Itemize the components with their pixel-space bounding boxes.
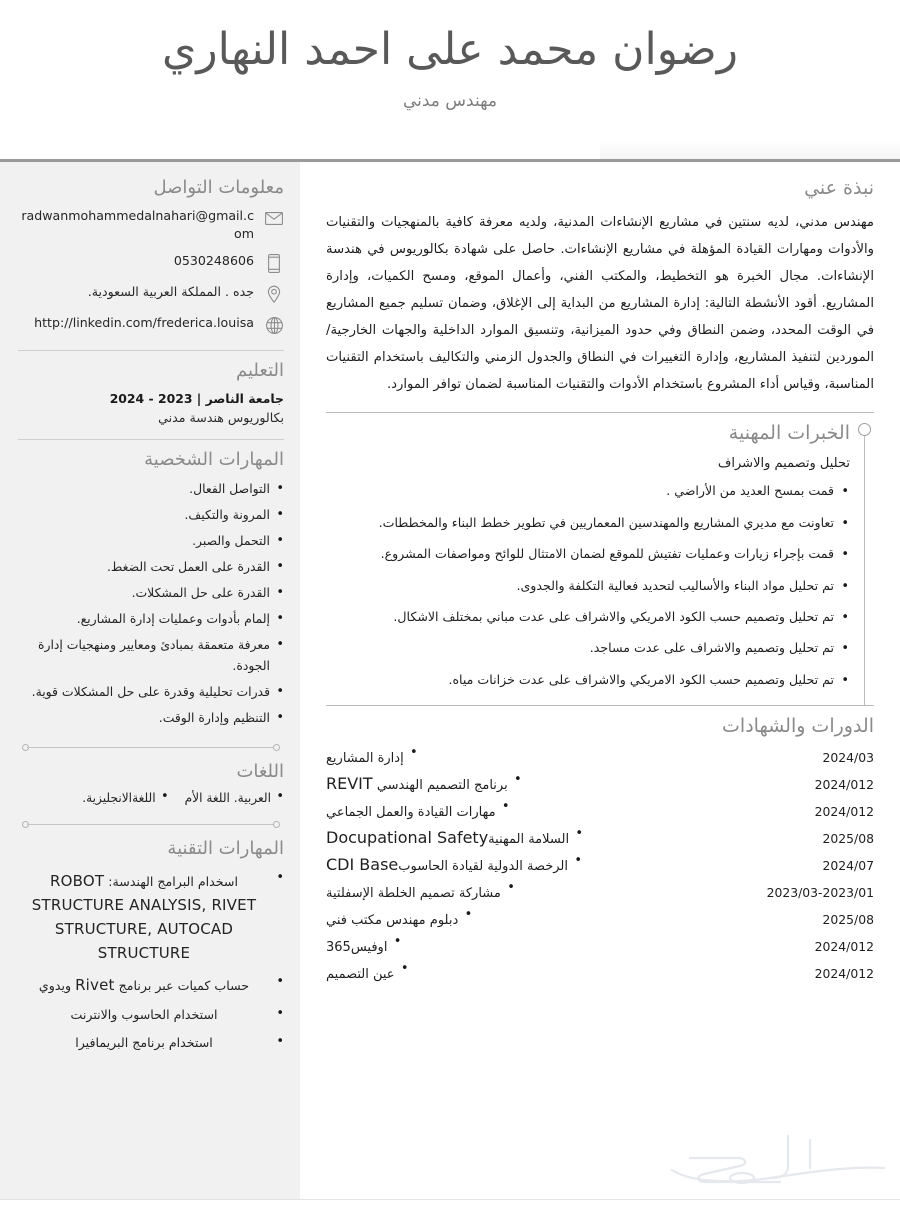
table-row xyxy=(326,909,874,928)
list-item: • قدرات تحليلية وقدرة على حل المشكلات قوية. xyxy=(18,682,284,702)
course-date: 2024/07 xyxy=(822,857,874,873)
list-item: • تعاونت مع مديري المشاريع والمهندسين المعماريين في تطوير خطط البناء والمخططات. xyxy=(326,512,850,534)
course-date: 2024/012 xyxy=(814,776,874,792)
candidate-job-title: مهندس مدني xyxy=(402,91,498,111)
course-name: • دبلوم مهندس مكتب فني xyxy=(326,909,474,928)
list-item: • التحمل والصبر. xyxy=(18,531,284,551)
table-row xyxy=(326,828,874,847)
table-row xyxy=(326,774,874,793)
contact-item-email xyxy=(18,207,284,243)
list-item: • المرونة والتكيف. xyxy=(18,505,284,525)
list-item xyxy=(18,1033,284,1053)
contact-heading: معلومات التواصل xyxy=(153,177,284,198)
divider-line xyxy=(27,747,275,748)
list-item: • إلمام بأدوات وعمليات إدارة المشاريع. xyxy=(18,609,284,629)
list-item xyxy=(18,973,284,997)
course-date: 2023/03-2023/01 xyxy=(766,884,874,900)
course-name: • السلامة المهنيةDocupational Safety xyxy=(326,828,585,847)
course-name: • برنامج التصميم الهندسي REVIT xyxy=(326,774,524,793)
personal-skills-heading: المهارات الشخصية xyxy=(144,448,284,470)
divider-before-technical-skills xyxy=(22,819,280,831)
divider-before-experience xyxy=(326,412,874,413)
envelope-icon xyxy=(264,207,284,229)
experience-list xyxy=(326,480,850,691)
section-education xyxy=(18,359,284,424)
about-heading: نبذة عني xyxy=(804,177,874,199)
course-date: 2025/08 xyxy=(822,911,874,927)
courses-heading: الدورات والشهادات xyxy=(722,715,874,738)
experience-timeline xyxy=(856,423,872,705)
list-item: • معرفة متعمقة بمبادئ ومعايير ومنهجيات إدارة الجودة. xyxy=(18,635,284,675)
section-personal-skills xyxy=(18,448,284,728)
technical-skills-list xyxy=(18,869,284,1053)
table-row xyxy=(326,747,874,766)
divider-endpoint-right-icon xyxy=(273,821,280,828)
list-item: • تم تحليل وتصميم حسب الكود الامريكي والاشراف على عدت خزانات مياه. xyxy=(326,669,850,691)
divider-before-personal-skills xyxy=(18,439,284,440)
divider-before-languages xyxy=(22,742,280,754)
divider-before-courses xyxy=(326,705,874,706)
contact-item-website xyxy=(18,314,284,336)
course-name: • إدارة المشاريع xyxy=(326,747,420,766)
table-row xyxy=(326,963,874,982)
list-item: • العربية. اللغة الأم xyxy=(185,791,284,805)
contact-email-value[interactable]: radwanmohammedalnahari@gmail.com xyxy=(21,208,254,242)
experience-heading: الخبرات المهنية xyxy=(728,422,850,445)
divider-line xyxy=(27,824,275,825)
list-item: • القدرة على العمل تحت الضغط. xyxy=(18,557,284,577)
tech-software-names: ROBOT STRUCTURE ANALYSIS, RIVET STRUCTURE, AUTOCAD STRUCTURE xyxy=(31,871,257,962)
list-item: • التواصل الفعال. xyxy=(18,479,284,499)
contact-item-location xyxy=(18,283,284,305)
tech-prefix: حساب كميات عبر برنامج xyxy=(118,977,250,993)
contact-item-phone xyxy=(18,252,284,274)
tech-prefix: استخدام برنامج البريمافيرا xyxy=(75,1034,213,1050)
list-item: • تم تحليل وتصميم والاشراف على عدت مساجد. xyxy=(326,637,850,659)
page-footer-strip xyxy=(0,1199,900,1208)
timeline-line xyxy=(864,436,865,705)
course-name: • عين التصميم xyxy=(326,963,411,982)
course-name: • الرخصة الدولية لقيادة الحاسوبCDI Base xyxy=(326,855,584,874)
main-column xyxy=(300,162,900,1208)
list-item: • القدرة على حل المشكلات. xyxy=(18,583,284,603)
contact-list xyxy=(18,207,284,336)
courses-list xyxy=(326,747,874,982)
section-contact xyxy=(18,176,284,336)
education-heading: التعليم xyxy=(236,360,284,382)
globe-icon xyxy=(264,314,284,336)
table-row xyxy=(326,855,874,874)
education-degree: بكالوريوس هندسة مدني xyxy=(158,409,284,425)
course-date: 2024/03 xyxy=(822,749,874,765)
tech-prefix: اسخدام البرامج الهندسة: xyxy=(108,873,238,889)
list-item: • قمت بمسح العديد من الأراضي . xyxy=(326,480,850,502)
course-date: 2025/08 xyxy=(822,830,874,846)
sidebar-column xyxy=(0,162,300,1208)
location-pin-icon xyxy=(264,283,284,305)
course-date: 2024/012 xyxy=(814,938,874,954)
table-row xyxy=(326,882,874,901)
contact-location-value: جده . المملكة العربية السعودية. xyxy=(87,284,254,300)
resume-body xyxy=(0,162,900,1208)
resume-header xyxy=(0,0,900,162)
list-item: • قمت بإجراء زيارات وعمليات تفتيش للموقع لضمان الامتثال للوائح ومواصفات المشروع. xyxy=(326,543,850,565)
section-about xyxy=(326,176,874,398)
list-item xyxy=(18,1005,284,1025)
experience-subtitle: تحليل وتصميم والاشراف xyxy=(717,455,850,471)
section-experience xyxy=(326,421,874,691)
course-name: • مهارات القيادة والعمل الجماعي xyxy=(326,801,512,820)
section-languages xyxy=(18,760,284,805)
header-shadow-decoration xyxy=(600,141,900,159)
section-technical-skills xyxy=(18,837,284,1053)
about-text: مهندس مدني، لديه سنتين في مشاريع الإنشاءات المدنية، ولديه معرفة كافية بالمنهجيات والتقنيات والأدوات ومهارات القيادة المؤهلة في مشاريع الإنشاءات. حاصل على شهادة بكالوريوس في هندسة الإنشاءات. مجال الخبرة هو التخطيط، والمكتب الفني، وأعمال الموقع، ومسح الكميات، وإدارة المشاريع. أقود الأنشطة التالية: إدارة المشاريع من البداية إلى الإغلاق، وضمان تسليم جميع المشاريع في الوقت المحدد، وضمن النطاق وفي حدود الميزانية، وتنسيق الموارد الداخلية والجهات الخارجية/الموردين لتنفيذ المشاريع، وإدارة التغييرات في النطاق والجدول الزمني والتكاليف باستخدام التقنيات المناسبة، وقياس أداء المشروع باستخدام الأدوات والتقنيات المناسبة لضمان توافر الموارد. xyxy=(326,214,874,393)
tech-software-names: Rivet xyxy=(75,975,115,994)
list-item: • تم تحليل وتصميم حسب الكود الامريكي والاشراف على عدت مباني بمختلف الاشكال. xyxy=(326,606,850,628)
phone-icon xyxy=(264,252,284,274)
personal-skills-list xyxy=(18,479,284,728)
list-item: • تم تحليل مواد البناء والأساليب لتحديد فعالية التكلفة والجدوى. xyxy=(326,575,850,597)
languages-list xyxy=(18,791,284,805)
divider-before-education xyxy=(18,350,284,351)
list-item: • التنظيم وإدارة الوقت. xyxy=(18,708,284,728)
technical-skills-heading: المهارات التقنية xyxy=(167,838,284,860)
tech-prefix: استخدام الحاسوب والانترنت xyxy=(70,1006,218,1022)
candidate-name: رضوان محمد على احمد النهاري xyxy=(161,24,739,75)
course-name: • اوفيس365 xyxy=(326,936,403,955)
contact-website-value[interactable]: http://linkedin.com/frederica.louisa xyxy=(34,315,254,331)
course-name: • مشاركة تصميم الخلطة الإسفلتية xyxy=(326,882,517,901)
languages-heading: اللغات xyxy=(236,760,284,782)
contact-phone-value[interactable]: 0530248606 xyxy=(173,253,254,269)
table-row xyxy=(326,936,874,955)
timeline-circle-icon xyxy=(858,423,871,436)
table-row xyxy=(326,801,874,820)
tech-suffix: ويدوي xyxy=(38,977,72,993)
list-item: • اللغةالانجليزية. xyxy=(82,791,168,805)
course-date: 2024/012 xyxy=(814,965,874,981)
list-item xyxy=(18,869,284,965)
section-courses xyxy=(326,714,874,982)
divider-endpoint-right-icon xyxy=(273,744,280,751)
course-date: 2024/012 xyxy=(814,803,874,819)
education-institution: جامعة الناصر | 2023 - 2024 xyxy=(109,390,284,406)
